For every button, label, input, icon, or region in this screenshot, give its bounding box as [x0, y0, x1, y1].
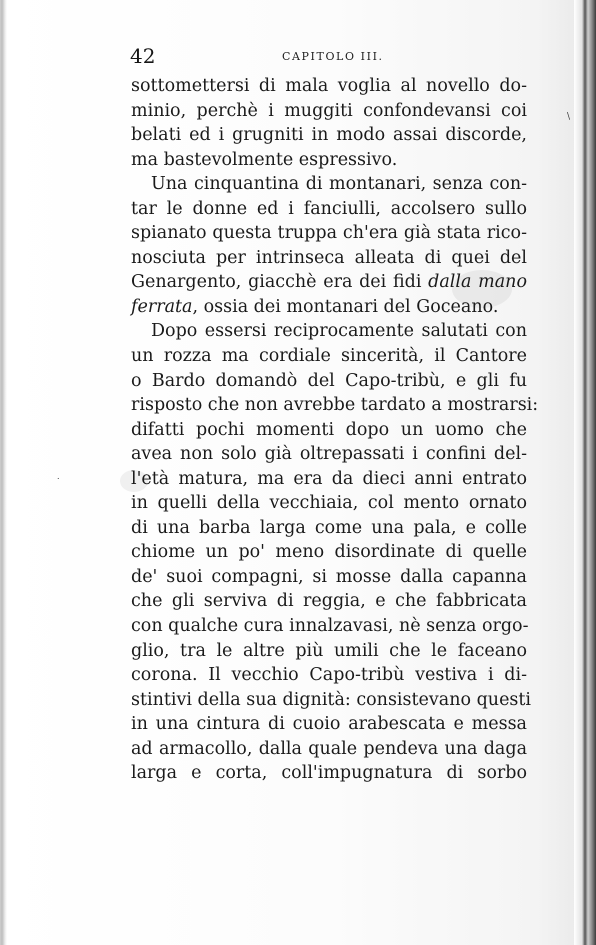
line-text: risposto che non avrebbe tardato a mostrarsi:: [131, 395, 539, 416]
line-text: in una cintura di cuoio arabescata e messa: [131, 714, 527, 735]
line-text: un rozza ma cordiale sincerità, il Cantore: [131, 346, 527, 367]
book-binding-edge: [574, 0, 596, 945]
text-line: [131, 737, 527, 762]
line-text: corona. Il vecchio Capo-tribù vestiva i di-: [131, 665, 527, 686]
line-text: chiome un po' meno disordinate di quelle: [131, 542, 527, 563]
text-line: [131, 540, 527, 565]
text-line: [131, 418, 527, 443]
line-text: glio, tra le altre più umili che le faceano: [131, 640, 527, 661]
page-number: 42: [130, 44, 156, 68]
margin-speck: \: [567, 112, 571, 122]
body-text: [131, 74, 539, 786]
line-text: difatti pochi momenti dopo un uomo che: [131, 419, 527, 440]
text-line: [131, 123, 527, 148]
line-text: belati ed i grugniti in modo assai discorde,: [131, 125, 527, 146]
line-text: spianato questa truppa ch'era già stata rico-: [131, 223, 527, 244]
italic-text: ferrata: [131, 296, 193, 317]
text-line: [131, 491, 527, 516]
line-text: sottomettersi di mala voglia al novello do-: [131, 76, 527, 96]
line-text: ma bastevolmente espressivo.: [131, 149, 398, 170]
text-line: [131, 516, 527, 541]
italic-text: dalla mano: [428, 272, 527, 293]
text-line: [131, 74, 527, 99]
text-line: [131, 565, 527, 590]
text-line: [131, 712, 527, 737]
text-line: [131, 369, 527, 394]
margin-speck: ˙: [56, 478, 61, 488]
text-line: [131, 99, 527, 124]
text-line: [131, 467, 527, 492]
line-text: o Bardo domandò del Capo-tribù, e gli fu: [131, 370, 527, 391]
line-text: larga e corta, coll'impugnatura di sorbo: [131, 763, 527, 784]
line-text: Una cinquantina di montanari, senza con-: [151, 174, 527, 195]
line-text: con qualche cura innalzavasi, nè senza orgo-: [131, 616, 529, 637]
line-text: nosciuta per intrinseca alleata di quei del: [131, 247, 527, 268]
text-line: [131, 688, 532, 713]
text-line: [131, 270, 527, 295]
line-text: ad armacollo, dalla quale pendeva una daga: [131, 738, 527, 759]
line-text: de' suoi compagni, si mosse dalla capanna: [131, 566, 527, 587]
line-text: tar le donne ed i fanciulli, accolsero sullo: [131, 198, 527, 219]
line-text: minio, perchè i muggiti confondevansi coi: [131, 100, 527, 121]
page-left-edge: [0, 0, 7, 945]
text-line: [131, 614, 527, 639]
text-line: [131, 246, 527, 271]
line-text: stintivi della sua dignità: consistevano questi: [131, 689, 532, 710]
text-line: [131, 197, 527, 222]
text-line: [131, 319, 527, 344]
line-text: l'età matura, ma era da dieci anni entrato: [131, 468, 527, 489]
text-line: [131, 639, 527, 664]
line-text: di una barba larga come una pala, e colle: [131, 517, 527, 538]
running-head: CAPITOLO III.: [282, 50, 384, 63]
page-header: [130, 44, 530, 68]
line-text: Dopo essersi reciprocamente salutati con: [151, 321, 527, 342]
text-line: [131, 442, 527, 467]
line-text-continued: , ossia dei montanari del Goceano.: [192, 296, 499, 317]
line-text: avea non solo già oltrepassati i confini del-: [131, 444, 527, 465]
text-line: [131, 172, 527, 197]
text-line: [131, 221, 527, 246]
text-line: [131, 589, 527, 614]
text-line: [131, 393, 539, 418]
text-line: [131, 663, 527, 688]
line-text: che gli serviva di reggia, e che fabbricata: [131, 591, 527, 612]
line-text: in quelli della vecchiaia, col mento ornato: [131, 493, 527, 514]
text-line: [131, 344, 527, 369]
text-line: [131, 761, 527, 786]
line-text: Genargento, giacchè era dei fidi: [131, 272, 422, 293]
text-line: [131, 295, 527, 320]
text-line: [131, 148, 527, 173]
